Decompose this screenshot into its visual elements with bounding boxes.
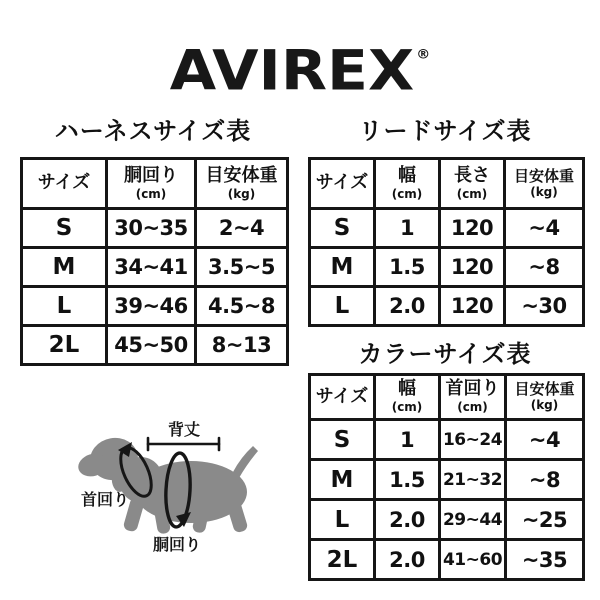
girth-label: 胴回り xyxy=(152,535,202,554)
size-cell: L xyxy=(310,500,375,540)
weight-cell: ~8 xyxy=(506,460,584,500)
girth-cell: 34~41 xyxy=(107,248,196,287)
harness-table-title: ハーネスサイズ表 xyxy=(54,117,252,145)
table-row xyxy=(310,248,584,287)
harness-col-girth: 胴回り (cm) xyxy=(107,159,196,209)
table-row xyxy=(310,420,584,460)
weight-cell: ~8 xyxy=(505,248,584,287)
width-cell: 1 xyxy=(375,420,440,460)
leash-col-width: 幅 (cm) xyxy=(375,159,440,209)
collar-size-table xyxy=(308,373,585,581)
width-cell: 2.0 xyxy=(375,287,440,326)
table-row xyxy=(310,540,584,580)
neck-cell: 16~24 xyxy=(440,420,506,460)
weight-cell: ~4 xyxy=(505,209,584,248)
size-cell: M xyxy=(310,460,375,500)
girth-cell: 45~50 xyxy=(107,326,196,365)
width-cell: 1 xyxy=(375,209,440,248)
width-cell: 1.5 xyxy=(375,248,440,287)
girth-cell: 30~35 xyxy=(107,209,196,248)
harness-col-weight: 目安体重 (kg) xyxy=(196,159,288,209)
brand-logo xyxy=(0,27,600,104)
leash-header-row xyxy=(310,159,584,209)
leash-col-length: 長さ (cm) xyxy=(440,159,505,209)
size-cell: 2L xyxy=(22,326,107,365)
weight-cell: 2~4 xyxy=(196,209,288,248)
width-cell: 1.5 xyxy=(375,460,440,500)
leash-size-table xyxy=(308,157,585,327)
table-row xyxy=(22,326,288,365)
table-row xyxy=(22,248,288,287)
weight-cell: 3.5~5 xyxy=(196,248,288,287)
collar-col-width: 幅 (cm) xyxy=(375,375,440,420)
neck-cell: 41~60 xyxy=(440,540,506,580)
length-cell: 120 xyxy=(440,209,505,248)
registered-trademark-icon: ® xyxy=(416,47,431,63)
size-cell: S xyxy=(310,209,375,248)
weight-cell: ~4 xyxy=(506,420,584,460)
size-cell: M xyxy=(310,248,375,287)
table-row xyxy=(22,209,288,248)
width-cell: 2.0 xyxy=(375,500,440,540)
table-row xyxy=(310,287,584,326)
size-cell: L xyxy=(22,287,107,326)
size-cell: 2L xyxy=(310,540,375,580)
table-row xyxy=(22,287,288,326)
weight-cell: ~25 xyxy=(506,500,584,540)
size-cell: L xyxy=(310,287,375,326)
neck-label: 首回り xyxy=(80,490,130,509)
back-length-measure-line xyxy=(148,438,219,450)
weight-cell: ~30 xyxy=(505,287,584,326)
harness-col-size: サイズ xyxy=(22,159,107,209)
dog-measurement-diagram xyxy=(30,400,300,600)
leash-table-title: リードサイズ表 xyxy=(358,117,532,145)
collar-col-weight: 目安体重 (kg) xyxy=(506,375,584,420)
neck-cell: 21~32 xyxy=(440,460,506,500)
size-cell: S xyxy=(22,209,107,248)
collar-header-row xyxy=(310,375,584,420)
weight-cell: 4.5~8 xyxy=(196,287,288,326)
weight-cell: ~35 xyxy=(506,540,584,580)
neck-cell: 29~44 xyxy=(440,500,506,540)
girth-cell: 39~46 xyxy=(107,287,196,326)
size-cell: S xyxy=(310,420,375,460)
width-cell: 2.0 xyxy=(375,540,440,580)
table-row xyxy=(310,209,584,248)
size-cell: M xyxy=(22,248,107,287)
collar-table-title: カラーサイズ表 xyxy=(358,340,532,368)
table-row xyxy=(310,500,584,540)
collar-col-neck: 首回り (cm) xyxy=(440,375,506,420)
weight-cell: 8~13 xyxy=(196,326,288,365)
collar-col-size: サイズ xyxy=(310,375,375,420)
length-cell: 120 xyxy=(440,287,505,326)
length-cell: 120 xyxy=(440,248,505,287)
brand-logo-text: AVIREX xyxy=(169,39,415,104)
harness-size-table xyxy=(20,157,289,366)
back-length-label: 背丈 xyxy=(167,420,201,439)
leash-col-size: サイズ xyxy=(310,159,375,209)
leash-col-weight: 目安体重 (kg) xyxy=(505,159,584,209)
table-row xyxy=(310,460,584,500)
harness-header-row xyxy=(22,159,288,209)
